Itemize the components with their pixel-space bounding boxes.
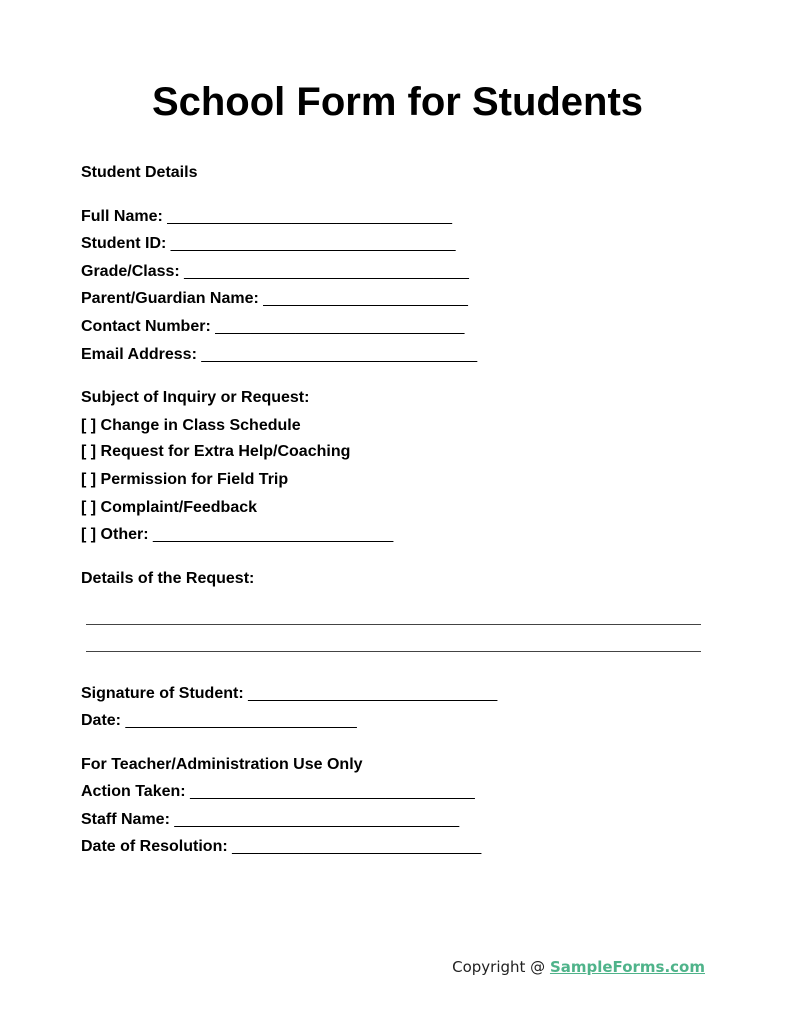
blank-line[interactable]: ________________________________	[170, 235, 456, 252]
blank-line[interactable]: ____________________________	[248, 685, 498, 702]
field-parent-guardian[interactable]	[81, 289, 468, 309]
field-label: Action Taken:	[81, 783, 186, 800]
option-label: [ ] Complaint/Feedback	[81, 499, 258, 516]
page-title: School Form for Students	[151, 80, 644, 124]
section-heading-student-details: Student Details	[81, 164, 198, 181]
field-label: Grade/Class:	[81, 263, 180, 280]
details-write-line[interactable]	[86, 651, 701, 652]
field-signature-student[interactable]	[81, 684, 497, 704]
field-label: Student ID:	[81, 235, 167, 252]
field-label: Staff Name:	[81, 811, 170, 828]
copyright-footer	[452, 958, 705, 976]
field-date-of-resolution[interactable]	[81, 837, 481, 857]
section-heading-details: Details of the Request:	[81, 570, 255, 587]
blank-line[interactable]: ___________________________	[153, 526, 394, 543]
blank-line[interactable]: ____________________________	[232, 838, 482, 855]
field-label: Email Address:	[81, 346, 197, 363]
field-action-taken[interactable]	[81, 782, 475, 802]
field-label: Date of Resolution:	[81, 838, 228, 855]
field-student-id[interactable]	[81, 234, 456, 254]
blank-line[interactable]: __________________________	[125, 712, 357, 729]
field-label: Parent/Guardian Name:	[81, 290, 259, 307]
option-label: [ ] Permission for Field Trip	[81, 471, 289, 488]
blank-line[interactable]: ________________________________	[174, 811, 460, 828]
blank-line[interactable]: ________________________________	[190, 783, 475, 800]
checkbox-option-complaint[interactable]	[81, 498, 257, 518]
blank-line[interactable]: ________________________________	[167, 208, 452, 225]
option-label: [ ] Change in Class Schedule	[81, 417, 301, 434]
field-staff-name[interactable]	[81, 810, 459, 830]
field-label: Contact Number:	[81, 318, 211, 335]
field-date[interactable]	[81, 711, 357, 731]
checkbox-option-class-schedule[interactable]	[81, 416, 301, 436]
checkbox-option-extra-help[interactable]	[81, 442, 350, 462]
sampleforms-link[interactable]: SampleForms.com	[549, 958, 705, 976]
option-label: [ ] Request for Extra Help/Coaching	[81, 443, 351, 460]
field-label: Date:	[81, 712, 122, 729]
checkbox-option-field-trip[interactable]	[81, 470, 288, 490]
blank-line[interactable]: ________________________________	[184, 263, 469, 280]
field-contact-number[interactable]	[81, 317, 464, 337]
blank-line[interactable]: ____________________________	[215, 318, 465, 335]
blank-line[interactable]: _______________________________	[201, 346, 478, 363]
field-grade-class[interactable]	[81, 262, 469, 282]
copyright-prefix: Copyright @	[452, 958, 550, 976]
section-heading-admin: For Teacher/Administration Use Only	[81, 756, 363, 773]
field-label: Full Name:	[81, 208, 163, 225]
field-full-name[interactable]	[81, 207, 452, 227]
field-label: Signature of Student:	[81, 685, 244, 702]
checkbox-option-other[interactable]	[81, 525, 393, 545]
field-email-address[interactable]	[81, 345, 477, 365]
section-heading-inquiry: Subject of Inquiry or Request:	[81, 389, 310, 406]
details-write-line[interactable]	[86, 624, 701, 625]
blank-line[interactable]: _______________________	[263, 290, 468, 307]
option-label: [ ] Other:	[81, 526, 149, 543]
